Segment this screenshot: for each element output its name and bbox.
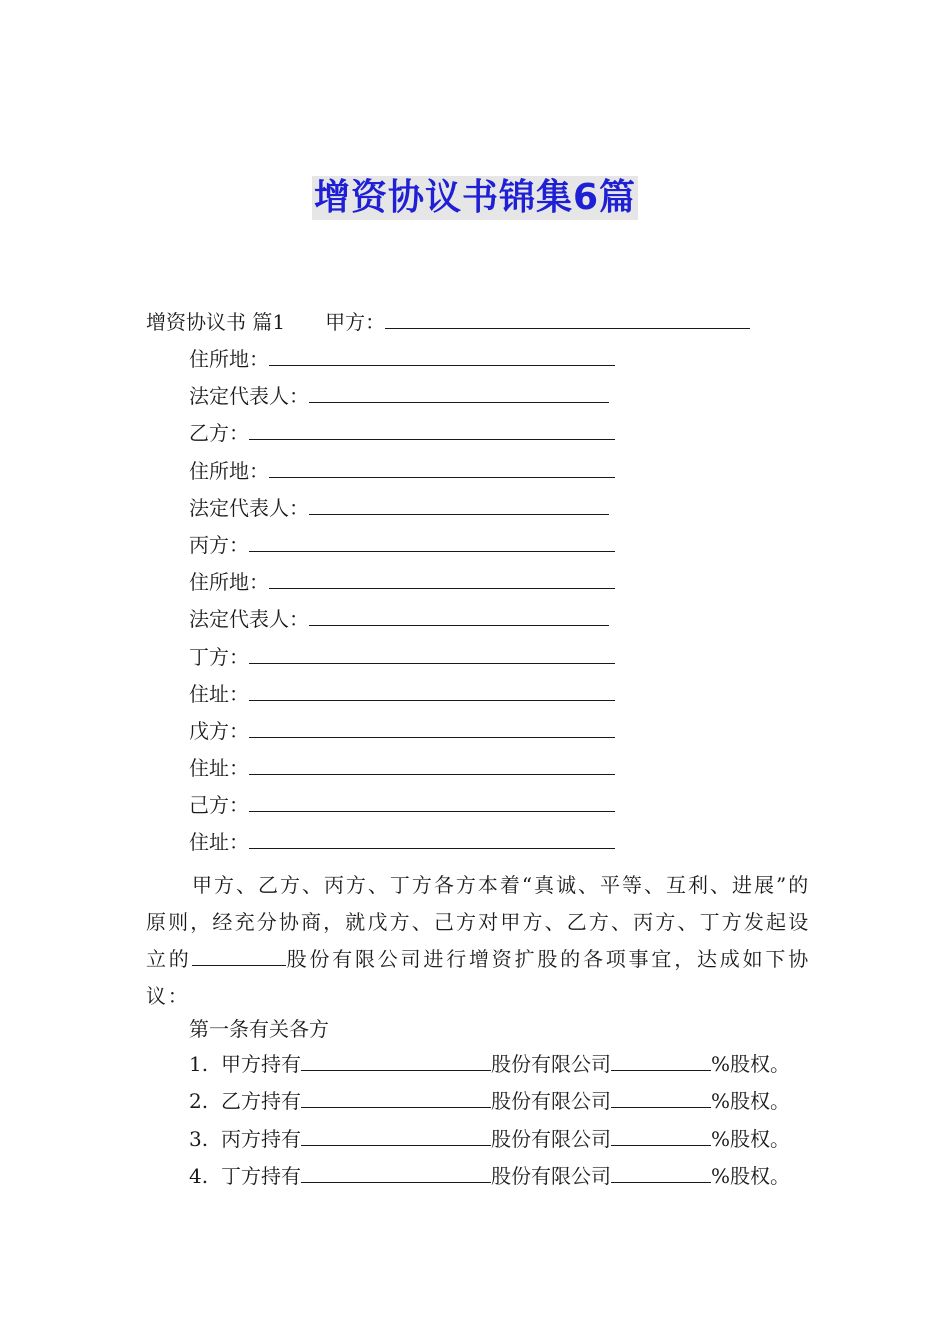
- field-label: 法定代表人：: [189, 495, 309, 520]
- holdings-list: [189, 1050, 790, 1199]
- field-label: 住址：: [189, 681, 249, 706]
- field-label: 住所地：: [189, 347, 269, 371]
- company-text: 股份有限公司: [491, 1163, 611, 1188]
- company-text: 股份有限公司: [491, 1126, 611, 1151]
- item-number: 3.: [189, 1126, 209, 1151]
- field-row: [189, 754, 615, 791]
- blank-line: [249, 420, 615, 440]
- field-row: [189, 531, 615, 568]
- field-label: 法定代表人：: [189, 607, 309, 632]
- field-label: 乙方：: [189, 421, 249, 446]
- blank-line: [385, 309, 750, 329]
- field-label: 住址：: [189, 756, 249, 781]
- holding-item: [189, 1050, 790, 1087]
- intro-paragraph: [146, 867, 810, 1015]
- holding-item: [189, 1162, 790, 1199]
- blank-line: [301, 1051, 491, 1071]
- blank-line: [301, 1126, 491, 1146]
- blank-line: [269, 458, 615, 478]
- document-title: 增资协议书锦集6篇: [313, 177, 637, 218]
- field-row: [189, 419, 615, 456]
- blank-line: [611, 1051, 711, 1071]
- field-label: 住所地：: [189, 458, 269, 483]
- blank-line: [249, 718, 615, 738]
- blank-line: [309, 383, 609, 403]
- party-text: 甲方持有: [221, 1052, 301, 1076]
- field-label: 法定代表人：: [189, 384, 309, 409]
- party-text: 丙方持有: [221, 1126, 301, 1151]
- blank-line: [611, 1088, 711, 1108]
- blank-line: [309, 495, 609, 515]
- field-label: 戊方：: [189, 718, 249, 743]
- item-number: 4.: [189, 1163, 209, 1188]
- blank-line: [611, 1163, 711, 1183]
- suffix-text: %股权。: [711, 1163, 791, 1188]
- field-row: [189, 457, 615, 494]
- company-text: 股份有限公司: [491, 1089, 611, 1114]
- field-row: [189, 568, 615, 605]
- blank-line: [269, 346, 615, 366]
- field-row: [189, 345, 615, 382]
- item-number: 1.: [189, 1052, 209, 1076]
- field-row: [189, 828, 615, 865]
- field-label: 己方：: [189, 793, 249, 818]
- blank-line: [249, 644, 615, 664]
- company-name-blank: [192, 946, 286, 966]
- field-row: [189, 494, 615, 531]
- holding-item: [189, 1125, 790, 1162]
- blank-line: [269, 569, 615, 589]
- field-label: 丙方：: [189, 532, 249, 557]
- intro-text-after: 股份有限公司进行增资扩股的各项事宜，达成如下协议：: [146, 947, 810, 1008]
- blank-line: [301, 1163, 491, 1183]
- party-text: 丁方持有: [221, 1163, 301, 1188]
- field-row: [189, 643, 615, 680]
- suffix-text: %股权。: [711, 1126, 791, 1151]
- field-row: [189, 717, 615, 754]
- blank-line: [249, 755, 615, 775]
- blank-line: [249, 532, 615, 552]
- suffix-text: %股权。: [711, 1089, 791, 1114]
- section-label: 增资协议书 篇1: [146, 310, 286, 334]
- blank-line: [611, 1126, 711, 1146]
- blank-line: [301, 1088, 491, 1108]
- field-row: [189, 605, 615, 642]
- field-label: 丁方：: [189, 644, 249, 669]
- intro-text-before: 甲方、乙方、丙方、丁方各方本着“真诚、平等、互利、进展”的原则，经充分协商，就戊方、己方对甲方、乙方、丙方、丁方发起设立的: [146, 873, 810, 971]
- field-label: 住所地：: [189, 570, 269, 595]
- blank-line: [249, 681, 615, 701]
- holding-item: [189, 1087, 790, 1124]
- blank-line: [249, 792, 615, 812]
- blank-line: [249, 829, 615, 849]
- item-number: 2.: [189, 1089, 209, 1114]
- field-label: 住址：: [189, 830, 249, 855]
- field-row: [189, 791, 615, 828]
- party-text: 乙方持有: [221, 1089, 301, 1114]
- company-text: 股份有限公司: [491, 1052, 611, 1076]
- party-fields: [189, 345, 615, 866]
- blank-line: [309, 606, 609, 626]
- field-label-party-a: 甲方：: [325, 310, 386, 334]
- title-container: [0, 176, 950, 220]
- suffix-text: %股权。: [711, 1052, 791, 1076]
- first-line: [146, 308, 750, 336]
- field-row: [189, 680, 615, 717]
- article-heading: 第一条有关各方: [189, 1017, 329, 1041]
- field-row: [189, 382, 615, 419]
